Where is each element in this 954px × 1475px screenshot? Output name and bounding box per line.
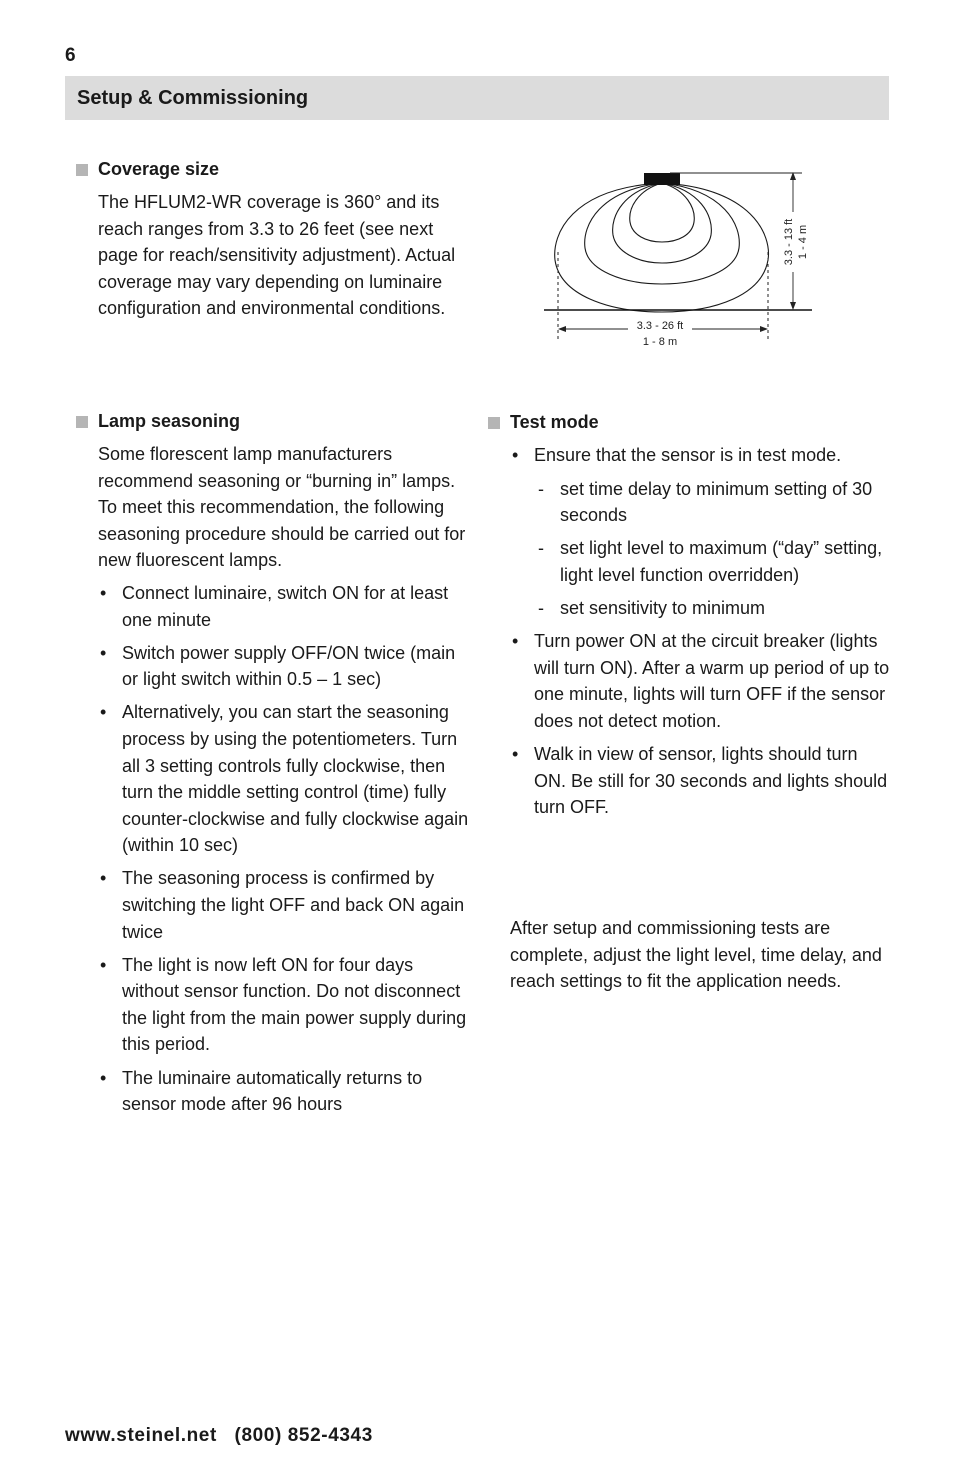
test-mode-list <box>488 442 890 821</box>
height-m-label: 1 - 4 m <box>797 224 809 260</box>
lamp-seasoning-list <box>76 580 471 1118</box>
coverage-diagram <box>530 160 820 355</box>
coverage-body: The HFLUM2-WR coverage is 360° and its reach ranges from 3.3 to 26 feet (see next page for reach/sensitivity adjustment). Actual coverage may vary depending on luminaire configuration and environmental conditions. <box>98 192 456 319</box>
list-item: • Switch power supply OFF/ON twice (main or light switch within 0.5 – 1 sec) <box>98 640 471 693</box>
list-item: • The luminaire automatically returns to sensor mode after 96 hours <box>98 1065 471 1118</box>
list-item: • Alternatively, you can start the seasoning process by using the potentiometers. Turn all 3 setting controls fully clockwise, then turn the middle setting control (time) fully counter-clockwise and fully clockwise again (within 10 sec) <box>98 699 471 859</box>
coverage-section <box>76 157 471 322</box>
sub-list-item: - set light level to maximum (“day” setting, light level function overridden) <box>534 535 890 588</box>
website-link[interactable]: www.steinel.net <box>65 1425 217 1446</box>
page-number: 6 <box>65 45 76 66</box>
square-bullet-icon <box>76 416 88 428</box>
sensor-icon <box>644 173 680 185</box>
closing-paragraph: After setup and commissioning tests are complete, adjust the light level, time delay, and reach settings to fit the application needs. <box>510 918 882 992</box>
sub-list-item: - set sensitivity to minimum <box>534 595 890 622</box>
square-bullet-icon <box>488 417 500 429</box>
coverage-outer-ellipse <box>555 183 769 312</box>
coverage-core-shape <box>630 183 694 242</box>
list-item: • Connect luminaire, switch ON for at least one minute <box>98 580 471 633</box>
square-bullet-icon <box>76 164 88 176</box>
phone-number: (800) 852-4343 <box>234 1425 373 1446</box>
width-ft-label: 3.3 - 26 ft <box>636 320 684 332</box>
list-item: • Ensure that the sensor is in test mode. - set time delay to minimum setting of 30 seconds - set light level to maximum (“day” setting, light level function overridden) - set sensitivity to minimum <box>510 442 890 622</box>
test-mode-heading: Test mode <box>488 410 890 434</box>
coverage-heading: Coverage size <box>76 157 471 181</box>
lamp-seasoning-heading: Lamp seasoning <box>76 409 471 433</box>
section-title: Setup & Commissioning <box>65 76 889 120</box>
list-item: • Turn power ON at the circuit breaker (lights will turn ON). After a warm up period of up to one minute, lights will turn OFF if the sensor does not detect motion. <box>510 628 890 734</box>
list-item: • The light is now left ON for four days without sensor function. Do not disconnect the light from the main power supply during this period. <box>98 952 471 1058</box>
footer <box>65 1425 373 1447</box>
list-item: • The seasoning process is confirmed by switching the light OFF and back ON again twice <box>98 865 471 945</box>
sub-list-item: - set time delay to minimum setting of 30 seconds <box>534 476 890 529</box>
lamp-seasoning-section <box>76 409 471 1124</box>
list-item: • Walk in view of sensor, lights should turn ON. Be still for 30 seconds and lights should turn OFF. <box>510 741 890 821</box>
coverage-middle-ellipse <box>585 183 740 284</box>
lamp-seasoning-body: Some florescent lamp manufacturers recommend seasoning or “burning in” lamps. To meet this recommendation, the following seasoning procedure should be carried out for new fluorescent lamps. <box>98 444 466 571</box>
coverage-inner-ellipse <box>613 183 712 263</box>
test-mode-sublist <box>534 476 890 622</box>
width-m-label: 1 - 8 m <box>642 336 678 348</box>
height-ft-label: 3.3 - 13 ft <box>783 218 795 266</box>
test-mode-section <box>488 410 890 827</box>
